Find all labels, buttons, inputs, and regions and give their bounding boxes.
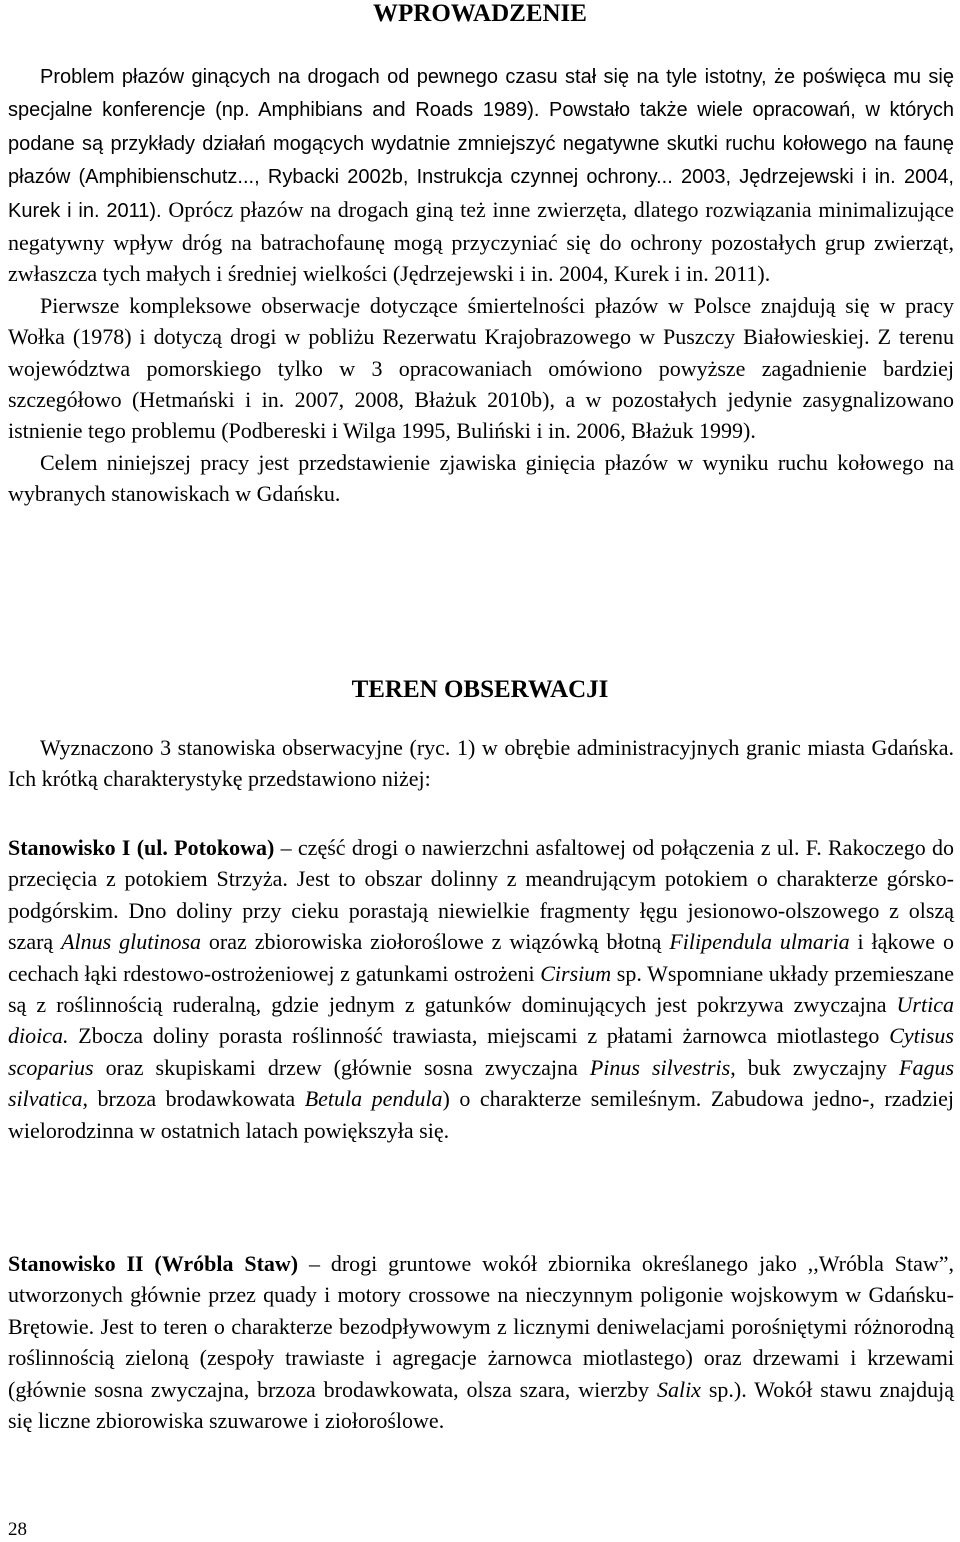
site-1-title: Stanowisko I (ul. Potokowa) bbox=[8, 835, 275, 860]
species-name: Salix bbox=[656, 1376, 701, 1402]
page-number: 28 bbox=[8, 1519, 27, 1540]
site-2-title: Stanowisko II (Wróbla Staw) bbox=[8, 1251, 299, 1276]
site-1-text-2: oraz zbiorowiska ziołoroślowe z wiązówką błotną bbox=[201, 929, 670, 955]
species-name: Cirsium bbox=[540, 960, 612, 986]
species-name: Cytisus scoparius bbox=[8, 1023, 954, 1080]
species-name: Betula pendula bbox=[304, 1086, 443, 1112]
site-2-text-2: sp.). Wokół stawu znajdują się liczne zbiorowiska szuwarowe i ziołoroślowe. bbox=[8, 1376, 954, 1434]
intro-paragraph-2: Pierwsze kompleksowe obserwacje dotyczące śmiertelności płazów w Polsce znajdują się w pracy Wołka (1978) i dotyczą drogi w pobliżu Rezerwatu Krajobrazowego w Puszczy Białowieskiej. Z terenu województwa pomorskiego tylko w 3 opracowaniach omówiono powyższe zagadnienie bardziej szczegółowo (Hetmański i in. 2007, 2008, Błażuk 2010b), a w pozostałych jedynie zasygnalizowano istnienie tego problemu (Podbereski i Wilga 1995, Buliński i in. 2006, Błażuk 1999). bbox=[8, 292, 954, 444]
study-area-intro-paragraph: Wyznaczono 3 stanowiska obserwacyjne (ryc. 1) w obrębie administracyjnych granic miasta Gdańska. Ich krótką charakterystykę przedstawiono niżej: bbox=[8, 735, 954, 792]
site-1-paragraph bbox=[8, 832, 954, 1146]
intro-paragraph-1 bbox=[8, 60, 954, 290]
site-1-text-6: oraz skupiskami drzew (głównie sosna zwyczajna bbox=[93, 1054, 590, 1080]
site-1-description bbox=[8, 832, 954, 1146]
section-heading-study-area: TEREN OBSERWACJI bbox=[351, 676, 609, 703]
site-1-text-7: , buk zwyczajny bbox=[730, 1054, 900, 1080]
intro-paragraph-1-part-b: Oprócz płazów na drogach giną też inne zwierzęta, dlatego rozwiązania minimalizujące negatywny wpływ dróg na batrachofaunę mogą przyczyniać się do ochrony pozostałych grup zwierząt, zwłaszcza tych małych i średniej wielkości (Jędrzejewski i in. 2004, Kurek i in. 2011). bbox=[8, 196, 954, 287]
site-2-text-1: – drogi gruntowe wokół zbiornika określanego jako ,,Wróbla Staw”, utworzonych głównie przez quady i motory crossowe na nieczynnym poligonie wojskowym w Gdańsku-Brętowie. Jest to teren o charakterze bezodpływowym z licznymi deniwelacjami porośniętymi różnorodną roślinnością zieloną (zespoły trawiaste i agregacje żarnowca miotlastego) oraz drzewami i krzewami (głównie sosna zwyczajna, brzoza brodawkowata, olsza szara, wierzby bbox=[8, 1251, 954, 1402]
site-1-text-5: Zbocza doliny porasta roślinność trawiasta, miejscami z płatami żarnowca miotlastego bbox=[68, 1023, 890, 1049]
introduction-body bbox=[8, 60, 954, 510]
species-name: Filipendula ulmaria bbox=[669, 929, 850, 955]
intro-paragraph-1-part-a: Problem płazów ginących na drogach od pewnego czasu stał się na tyle istotny, że poświęca mu się specjalne konferencje (np. Amphibians and Roads 1989). Powstało także wiele opracowań, w których podane są przykłady działań mogących wydatnie zmniejszyć negatywne skutki ruchu kołowego na faunę płazów (Amphibienschutz..., Rybacki 2002b, Instrukcja czynnej ochrony... 2003, Jędrzejewski i in. 2004, Kurek i in. 2011). bbox=[8, 66, 954, 222]
section-heading-introduction: WPROWADZENIE bbox=[373, 0, 587, 27]
species-name: Urtica dioica. bbox=[8, 992, 954, 1049]
site-1-text-4: sp. Wspomniane układy przemieszane są z roślinnością ruderalną, gdzie jednym z gatunków dominujących jest pokrzywa zwyczajna bbox=[8, 960, 954, 1018]
intro-paragraph-3: Celem niniejszej pracy jest przedstawienie zjawiska ginięcia płazów w wyniku ruchu kołowego na wybranych stanowiskach w Gdańsku. bbox=[8, 449, 954, 507]
site-1-text-1: – część drogi o nawierzchni asfaltowej od połączenia z ul. F. Rakoczego do przecięcia z potokiem Strzyża. Jest to obszar dolinny z meandrującym potokiem o charakterze górsko-podgórskim. Dno doliny przy cieku porastają niewielkie fragmenty łęgu jesionowo-olszowego z olszą szarą bbox=[8, 835, 955, 955]
site-1-text-3: i łąkowe o cechach łąki rdestowo-ostrożeniowej z gatunkami ostrożeni bbox=[8, 929, 954, 986]
study-area-intro bbox=[8, 732, 954, 795]
site-1-text-8: , brzoza brodawkowata bbox=[82, 1086, 305, 1112]
site-2-description bbox=[8, 1248, 954, 1436]
site-1-text-9: ) o charakterze semileśnym. Zabudowa jedno-, rzadziej wielorodzinna w ostatnich latach powiększyła się. bbox=[8, 1086, 954, 1143]
species-name: Fagus silvatica bbox=[8, 1054, 955, 1112]
site-2-paragraph bbox=[8, 1248, 954, 1436]
species-name: Pinus silvestris bbox=[589, 1054, 731, 1080]
species-name: Alnus glutinosa bbox=[61, 929, 202, 955]
